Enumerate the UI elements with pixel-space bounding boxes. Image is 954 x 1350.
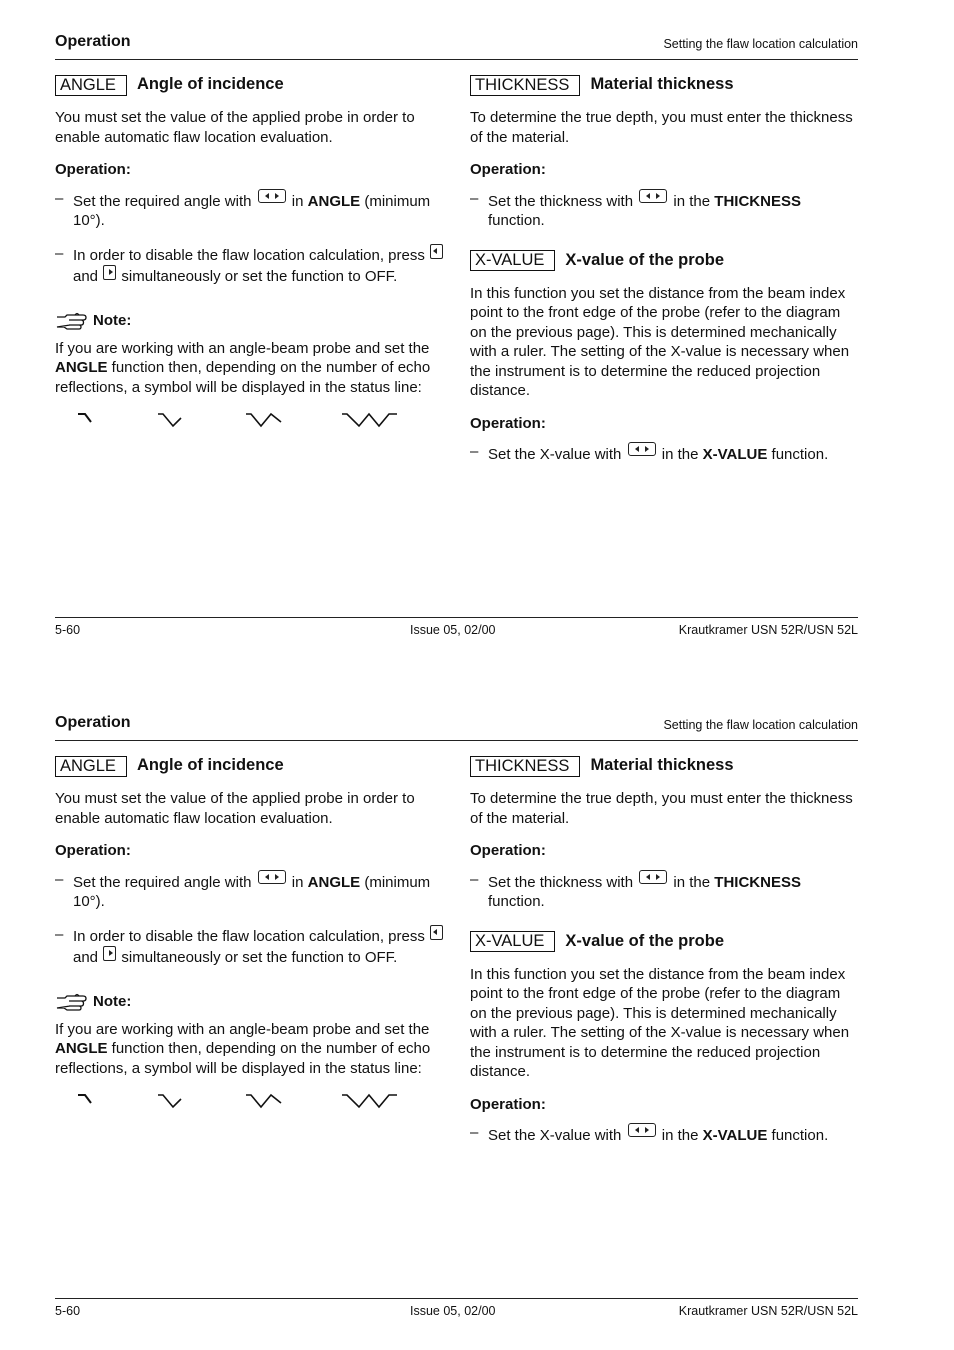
note-heading [55, 992, 445, 1012]
angle-section-title: Angle of incidence [136, 75, 284, 94]
right-key-icon [103, 265, 116, 280]
xvalue-section-title: X-value of the probe [565, 250, 724, 269]
thickness-section-title: Material thickness [590, 756, 734, 775]
angle-bullet1-bold: ANGLE [307, 873, 361, 891]
thickness-operation-label: Operation: [470, 842, 546, 859]
angle-bullet1-bold: ANGLE [307, 192, 361, 210]
list-item: – Set the thickness with in the THICKNESS function. [470, 189, 801, 229]
document-page [0, 681, 954, 1321]
left-column [55, 74, 445, 440]
arrow-keys-icon [628, 1123, 656, 1137]
thickness-bullet-post: function. [488, 893, 545, 910]
list-item: – Set the thickness with in the THICKNESS function. [470, 870, 801, 910]
left-key-icon [430, 925, 443, 940]
angle-section-heading [55, 74, 445, 96]
angle-bullet1-post: (minimum 10°). [73, 873, 431, 910]
footer-issue: Issue 05, 02/00 [410, 1304, 496, 1318]
thickness-intro: To determine the true depth, you must enter the thickness of the material. [470, 109, 853, 146]
note-body [55, 339, 445, 398]
note-label: Note: [93, 992, 132, 1010]
xvalue-intro: In this function you set the distance from the beam index point to the front edge of the probe (refer to the diagram on the previous page). This is determined mechanically with a ruler. The setting of the X-value is necessary when the instrument is to determine the reduced projection distance. [470, 284, 850, 399]
xvalue-intro: In this function you set the distance from the beam index point to the front edge of the probe (refer to the diagram on the previous page). This is determined mechanically with a ruler. The setting of the X-value is necessary when the instrument is to determine the reduced projection distance. [470, 965, 850, 1080]
echo-symbol-2-icon [155, 410, 185, 430]
header-rule [55, 740, 858, 741]
footer-page-number: 5-60 [55, 1304, 81, 1318]
angle-operation-label: Operation: [55, 161, 131, 178]
right-column [470, 755, 860, 1159]
thickness-bullet-pre: Set the thickness with [488, 192, 634, 210]
list-item: – In order to disable the flaw location calculation, press and simultaneously or set the function to OFF. [55, 244, 445, 287]
xvalue-bullet-post: function. [771, 446, 829, 463]
angle-function-box: ANGLE [55, 756, 127, 777]
angle-function-box: ANGLE [55, 75, 127, 96]
thickness-bullet-bold: THICKNESS [714, 192, 801, 210]
note-text-bold: ANGLE [55, 1040, 108, 1057]
footer-product: Krautkramer USN 52R/USN 52L [678, 623, 858, 637]
running-header-section: Operation [55, 714, 131, 731]
arrow-keys-icon [628, 442, 656, 456]
angle-intro: You must set the value of the applied probe in order to enable automatic flaw location evaluation. [55, 790, 415, 827]
running-header-topic: Setting the flaw location calculation [663, 718, 858, 732]
angle-bullet2-pre: In order to disable the flaw location calculation, press [73, 246, 425, 264]
angle-bullet2-post: simultaneously or set the function to OFF. [121, 268, 398, 285]
footer-product: Krautkramer USN 52R/USN 52L [678, 1304, 858, 1318]
angle-bullet1-post: (minimum 10°). [73, 192, 431, 229]
thickness-intro: To determine the true depth, you must enter the thickness of the material. [470, 790, 853, 827]
footer-issue: Issue 05, 02/00 [410, 623, 496, 637]
arrow-keys-icon [639, 870, 667, 884]
angle-intro: You must set the value of the applied probe in order to enable automatic flaw location evaluation. [55, 109, 415, 146]
xvalue-bullet-mid: in the [661, 446, 699, 463]
thickness-bullet-mid: in the [673, 873, 711, 891]
arrow-keys-icon [258, 189, 286, 203]
header-rule [55, 59, 858, 60]
note-body [55, 1020, 445, 1079]
xvalue-section-title: X-value of the probe [565, 931, 724, 950]
xvalue-bullet-mid: in the [661, 1127, 699, 1144]
thickness-function-box: THICKNESS [470, 756, 580, 777]
note-text-post: function then, depending on the number of echo reflections, a symbol will be displayed in the status line: [55, 359, 431, 396]
xvalue-section-heading [470, 931, 860, 953]
xvalue-bullet-bold: X-VALUE [702, 1127, 768, 1144]
footer-page-number: 5-60 [55, 623, 81, 637]
note-text-pre: If you are working with an angle-beam probe and set the [55, 1020, 430, 1038]
echo-symbol-3-icon [243, 1091, 287, 1111]
note-text-post: function then, depending on the number of echo reflections, a symbol will be displayed in the status line: [55, 1040, 431, 1077]
running-header-topic: Setting the flaw location calculation [663, 37, 858, 51]
xvalue-operation-label: Operation: [470, 414, 546, 432]
xvalue-bullet-bold: X-VALUE [702, 446, 768, 463]
thickness-bullet-bold: THICKNESS [714, 873, 801, 891]
thickness-bullet-pre: Set the thickness with [488, 873, 634, 891]
arrow-keys-icon [639, 189, 667, 203]
note-heading [55, 311, 445, 331]
angle-bullet2-and: and [73, 949, 99, 966]
echo-symbols [55, 1091, 445, 1121]
echo-symbol-1-icon [75, 1091, 95, 1107]
thickness-operation-label: Operation: [470, 161, 546, 178]
echo-symbol-4-icon [339, 410, 403, 430]
running-header-section: Operation [55, 33, 131, 50]
list-item: – In order to disable the flaw location calculation, press and simultaneously or set the function to OFF. [55, 925, 445, 968]
xvalue-function-box: X-VALUE [470, 250, 555, 271]
footer-rule [55, 617, 858, 618]
thickness-bullet-mid: in the [673, 192, 711, 210]
list-item: – Set the required angle with in ANGLE (minimum 10°). [55, 870, 431, 910]
footer-rule [55, 1298, 858, 1299]
angle-operation-label: Operation: [55, 842, 131, 859]
echo-symbols [55, 410, 445, 440]
angle-bullet2-pre: In order to disable the flaw location calculation, press [73, 927, 425, 945]
thickness-section-heading [470, 755, 860, 777]
xvalue-section-heading [470, 250, 860, 272]
angle-section-title: Angle of incidence [136, 756, 284, 775]
angle-bullet2-and: and [73, 268, 99, 285]
pointing-hand-icon [55, 992, 89, 1012]
xvalue-bullet-pre: Set the X-value with [488, 446, 622, 463]
left-column [55, 755, 445, 1121]
thickness-section-title: Material thickness [590, 75, 734, 94]
note-label: Note: [93, 311, 132, 329]
xvalue-operation-label: Operation: [470, 1095, 546, 1113]
left-key-icon [430, 244, 443, 259]
thickness-section-heading [470, 74, 860, 96]
xvalue-bullet-post: function. [771, 1127, 829, 1144]
thickness-bullet-post: function. [488, 212, 545, 229]
echo-symbol-3-icon [243, 410, 287, 430]
pointing-hand-icon [55, 311, 89, 331]
thickness-function-box: THICKNESS [470, 75, 580, 96]
document-page [0, 0, 954, 640]
angle-bullet1-pre: Set the required angle with [73, 873, 252, 891]
xvalue-bullet-pre: Set the X-value with [488, 1127, 622, 1144]
angle-bullet2-post: simultaneously or set the function to OFF. [121, 949, 398, 966]
list-item: – Set the X-value with in the X-VALUE function. [470, 1124, 829, 1144]
angle-section-heading [55, 755, 445, 777]
echo-symbol-4-icon [339, 1091, 403, 1111]
echo-symbol-1-icon [75, 410, 95, 426]
xvalue-function-box: X-VALUE [470, 931, 555, 952]
list-item: – Set the X-value with in the X-VALUE function. [470, 443, 829, 463]
note-text-bold: ANGLE [55, 359, 108, 376]
arrow-keys-icon [258, 870, 286, 884]
angle-bullet1-pre: Set the required angle with [73, 192, 252, 210]
echo-symbol-2-icon [155, 1091, 185, 1111]
angle-bullet1-mid: in [291, 873, 304, 891]
note-text-pre: If you are working with an angle-beam probe and set the [55, 339, 430, 357]
list-item: – Set the required angle with in ANGLE (minimum 10°). [55, 189, 431, 229]
right-key-icon [103, 946, 116, 961]
right-column [470, 74, 860, 478]
angle-bullet1-mid: in [291, 192, 304, 210]
